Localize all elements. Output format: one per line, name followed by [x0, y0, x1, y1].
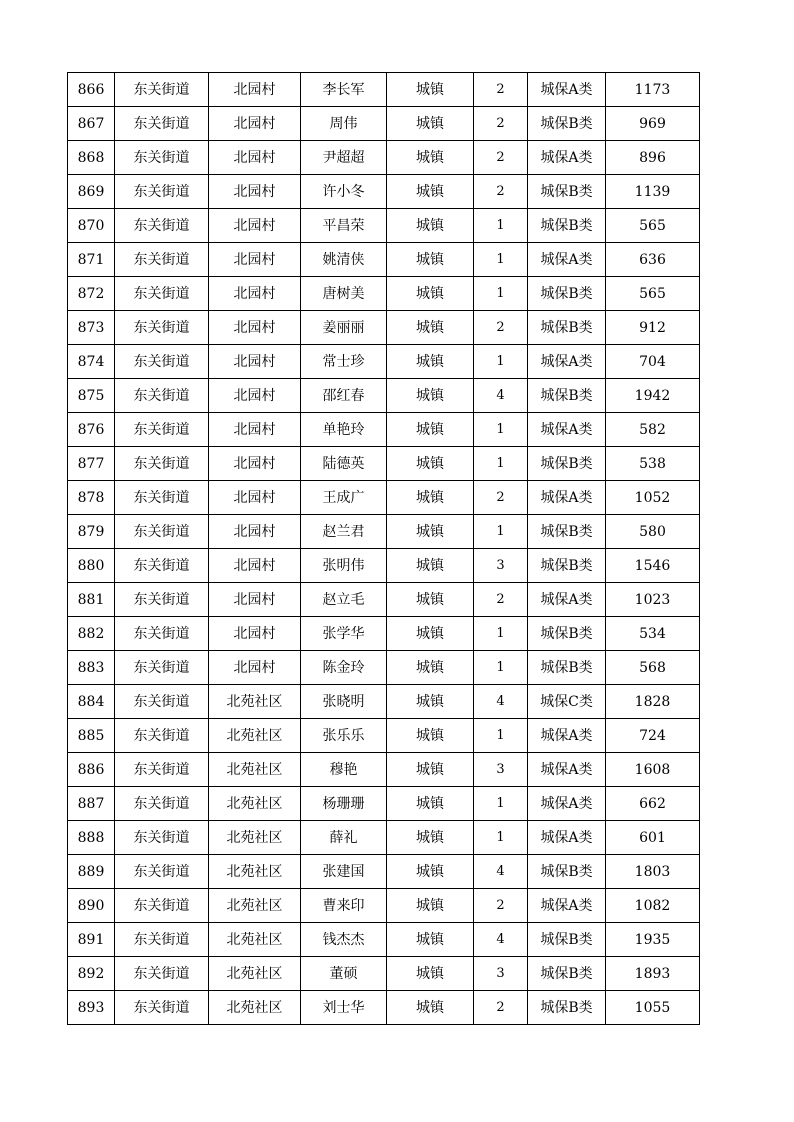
household-count: 2 — [474, 481, 528, 515]
household-count: 1 — [474, 209, 528, 243]
street-name: 东关街道 — [115, 73, 209, 107]
table-row — [68, 855, 700, 889]
row-number: 866 — [68, 73, 115, 107]
table-row — [68, 277, 700, 311]
table-row — [68, 515, 700, 549]
table-row — [68, 413, 700, 447]
row-number: 886 — [68, 753, 115, 787]
table-row — [68, 243, 700, 277]
street-name: 东关街道 — [115, 549, 209, 583]
table-row — [68, 889, 700, 923]
table-row — [68, 753, 700, 787]
row-number: 890 — [68, 889, 115, 923]
community-name: 北园村 — [209, 345, 301, 379]
area-type: 城镇 — [387, 855, 474, 889]
household-count: 2 — [474, 141, 528, 175]
table-row — [68, 787, 700, 821]
community-name: 北园村 — [209, 651, 301, 685]
area-type: 城镇 — [387, 209, 474, 243]
household-count: 3 — [474, 753, 528, 787]
row-number: 892 — [68, 957, 115, 991]
person-name: 李长军 — [301, 73, 387, 107]
row-number: 883 — [68, 651, 115, 685]
household-count: 2 — [474, 175, 528, 209]
street-name: 东关街道 — [115, 923, 209, 957]
table-row — [68, 549, 700, 583]
amount-value: 601 — [606, 821, 700, 855]
table-row — [68, 923, 700, 957]
area-type: 城镇 — [387, 515, 474, 549]
row-number: 876 — [68, 413, 115, 447]
person-name: 赵立毛 — [301, 583, 387, 617]
row-number: 882 — [68, 617, 115, 651]
row-number: 872 — [68, 277, 115, 311]
row-number: 887 — [68, 787, 115, 821]
person-name: 邵红春 — [301, 379, 387, 413]
area-type: 城镇 — [387, 753, 474, 787]
person-name: 刘士华 — [301, 991, 387, 1025]
street-name: 东关街道 — [115, 515, 209, 549]
household-count: 4 — [474, 379, 528, 413]
person-name: 姚清侠 — [301, 243, 387, 277]
insurance-category: 城保B类 — [528, 107, 606, 141]
area-type: 城镇 — [387, 549, 474, 583]
person-name: 周伟 — [301, 107, 387, 141]
amount-value: 1546 — [606, 549, 700, 583]
person-name: 张晓明 — [301, 685, 387, 719]
area-type: 城镇 — [387, 583, 474, 617]
insurance-category: 城保A类 — [528, 753, 606, 787]
amount-value: 1893 — [606, 957, 700, 991]
street-name: 东关街道 — [115, 651, 209, 685]
insurance-category: 城保B类 — [528, 209, 606, 243]
household-count: 1 — [474, 787, 528, 821]
person-name: 许小冬 — [301, 175, 387, 209]
amount-value: 636 — [606, 243, 700, 277]
household-count: 3 — [474, 549, 528, 583]
street-name: 东关街道 — [115, 311, 209, 345]
street-name: 东关街道 — [115, 583, 209, 617]
table-row — [68, 719, 700, 753]
table-row — [68, 991, 700, 1025]
street-name: 东关街道 — [115, 107, 209, 141]
row-number: 875 — [68, 379, 115, 413]
community-name: 北园村 — [209, 617, 301, 651]
table-row — [68, 311, 700, 345]
street-name: 东关街道 — [115, 957, 209, 991]
community-name: 北园村 — [209, 107, 301, 141]
area-type: 城镇 — [387, 719, 474, 753]
community-name: 北苑社区 — [209, 957, 301, 991]
area-type: 城镇 — [387, 889, 474, 923]
amount-value: 896 — [606, 141, 700, 175]
community-name: 北园村 — [209, 73, 301, 107]
person-name: 平昌荣 — [301, 209, 387, 243]
row-number: 870 — [68, 209, 115, 243]
area-type: 城镇 — [387, 923, 474, 957]
insurance-category: 城保B类 — [528, 991, 606, 1025]
amount-value: 565 — [606, 277, 700, 311]
insurance-category: 城保A类 — [528, 821, 606, 855]
insurance-category: 城保A类 — [528, 787, 606, 821]
community-name: 北园村 — [209, 175, 301, 209]
table-row — [68, 617, 700, 651]
person-name: 王成广 — [301, 481, 387, 515]
row-number: 893 — [68, 991, 115, 1025]
table-row — [68, 481, 700, 515]
street-name: 东关街道 — [115, 821, 209, 855]
insurance-category: 城保A类 — [528, 243, 606, 277]
community-name: 北苑社区 — [209, 889, 301, 923]
household-count: 2 — [474, 583, 528, 617]
table-row — [68, 447, 700, 481]
insurance-category: 城保B类 — [528, 447, 606, 481]
household-count: 1 — [474, 651, 528, 685]
community-name: 北苑社区 — [209, 991, 301, 1025]
row-number: 889 — [68, 855, 115, 889]
person-name: 曹来印 — [301, 889, 387, 923]
insurance-category: 城保B类 — [528, 549, 606, 583]
household-count: 1 — [474, 447, 528, 481]
person-name: 陈金玲 — [301, 651, 387, 685]
insurance-category: 城保A类 — [528, 889, 606, 923]
household-count: 1 — [474, 821, 528, 855]
insurance-category: 城保B类 — [528, 617, 606, 651]
table-row — [68, 583, 700, 617]
amount-value: 969 — [606, 107, 700, 141]
community-name: 北苑社区 — [209, 821, 301, 855]
amount-value: 704 — [606, 345, 700, 379]
household-count: 2 — [474, 991, 528, 1025]
household-count: 1 — [474, 277, 528, 311]
community-name: 北苑社区 — [209, 855, 301, 889]
table-row — [68, 957, 700, 991]
insurance-category: 城保A类 — [528, 481, 606, 515]
table-row — [68, 651, 700, 685]
community-name: 北园村 — [209, 583, 301, 617]
area-type: 城镇 — [387, 413, 474, 447]
person-name: 张学华 — [301, 617, 387, 651]
person-name: 张建国 — [301, 855, 387, 889]
area-type: 城镇 — [387, 141, 474, 175]
street-name: 东关街道 — [115, 345, 209, 379]
amount-value: 1173 — [606, 73, 700, 107]
community-name: 北园村 — [209, 481, 301, 515]
household-count: 2 — [474, 107, 528, 141]
household-count: 4 — [474, 685, 528, 719]
row-number: 868 — [68, 141, 115, 175]
amount-value: 1942 — [606, 379, 700, 413]
amount-value: 1082 — [606, 889, 700, 923]
row-number: 888 — [68, 821, 115, 855]
row-number: 884 — [68, 685, 115, 719]
insurance-category: 城保A类 — [528, 413, 606, 447]
amount-value: 580 — [606, 515, 700, 549]
community-name: 北园村 — [209, 311, 301, 345]
insurance-category: 城保B类 — [528, 957, 606, 991]
person-name: 常士珍 — [301, 345, 387, 379]
area-type: 城镇 — [387, 957, 474, 991]
street-name: 东关街道 — [115, 481, 209, 515]
insurance-category: 城保A类 — [528, 583, 606, 617]
insurance-category: 城保A类 — [528, 345, 606, 379]
area-type: 城镇 — [387, 277, 474, 311]
community-name: 北园村 — [209, 243, 301, 277]
community-name: 北苑社区 — [209, 719, 301, 753]
row-number: 881 — [68, 583, 115, 617]
area-type: 城镇 — [387, 481, 474, 515]
table-row — [68, 141, 700, 175]
person-name: 张明伟 — [301, 549, 387, 583]
household-count: 4 — [474, 855, 528, 889]
table-row — [68, 379, 700, 413]
community-name: 北园村 — [209, 413, 301, 447]
street-name: 东关街道 — [115, 175, 209, 209]
row-number: 871 — [68, 243, 115, 277]
insurance-category: 城保B类 — [528, 515, 606, 549]
row-number: 878 — [68, 481, 115, 515]
insurance-category: 城保B类 — [528, 379, 606, 413]
table-row — [68, 175, 700, 209]
community-name: 北园村 — [209, 209, 301, 243]
amount-value: 538 — [606, 447, 700, 481]
community-name: 北园村 — [209, 277, 301, 311]
person-name: 唐树美 — [301, 277, 387, 311]
area-type: 城镇 — [387, 107, 474, 141]
person-name: 董硕 — [301, 957, 387, 991]
amount-value: 582 — [606, 413, 700, 447]
area-type: 城镇 — [387, 73, 474, 107]
community-name: 北园村 — [209, 379, 301, 413]
amount-value: 1935 — [606, 923, 700, 957]
amount-value: 1055 — [606, 991, 700, 1025]
amount-value: 1803 — [606, 855, 700, 889]
person-name: 钱杰杰 — [301, 923, 387, 957]
amount-value: 568 — [606, 651, 700, 685]
insurance-category: 城保A类 — [528, 719, 606, 753]
area-type: 城镇 — [387, 685, 474, 719]
table-row — [68, 107, 700, 141]
area-type: 城镇 — [387, 345, 474, 379]
household-count: 1 — [474, 719, 528, 753]
street-name: 东关街道 — [115, 413, 209, 447]
person-name: 赵兰君 — [301, 515, 387, 549]
area-type: 城镇 — [387, 821, 474, 855]
area-type: 城镇 — [387, 617, 474, 651]
amount-value: 1828 — [606, 685, 700, 719]
person-name: 姜丽丽 — [301, 311, 387, 345]
street-name: 东关街道 — [115, 617, 209, 651]
person-name: 陆德英 — [301, 447, 387, 481]
community-name: 北苑社区 — [209, 685, 301, 719]
area-type: 城镇 — [387, 311, 474, 345]
amount-value: 1052 — [606, 481, 700, 515]
insurance-category: 城保A类 — [528, 141, 606, 175]
insurance-category: 城保C类 — [528, 685, 606, 719]
row-number: 891 — [68, 923, 115, 957]
street-name: 东关街道 — [115, 277, 209, 311]
community-name: 北园村 — [209, 447, 301, 481]
table-row — [68, 209, 700, 243]
community-name: 北苑社区 — [209, 923, 301, 957]
insurance-category: 城保B类 — [528, 277, 606, 311]
row-number: 873 — [68, 311, 115, 345]
street-name: 东关街道 — [115, 447, 209, 481]
street-name: 东关街道 — [115, 991, 209, 1025]
street-name: 东关街道 — [115, 889, 209, 923]
row-number: 879 — [68, 515, 115, 549]
row-number: 867 — [68, 107, 115, 141]
records-table — [67, 72, 700, 1025]
street-name: 东关街道 — [115, 141, 209, 175]
area-type: 城镇 — [387, 379, 474, 413]
person-name: 单艳玲 — [301, 413, 387, 447]
row-number: 880 — [68, 549, 115, 583]
household-count: 1 — [474, 515, 528, 549]
street-name: 东关街道 — [115, 719, 209, 753]
insurance-category: 城保B类 — [528, 651, 606, 685]
row-number: 885 — [68, 719, 115, 753]
household-count: 1 — [474, 413, 528, 447]
insurance-category: 城保B类 — [528, 311, 606, 345]
street-name: 东关街道 — [115, 243, 209, 277]
community-name: 北园村 — [209, 515, 301, 549]
row-number: 869 — [68, 175, 115, 209]
street-name: 东关街道 — [115, 787, 209, 821]
person-name: 张乐乐 — [301, 719, 387, 753]
household-count: 2 — [474, 889, 528, 923]
table-row — [68, 685, 700, 719]
insurance-category: 城保B类 — [528, 855, 606, 889]
household-count: 3 — [474, 957, 528, 991]
area-type: 城镇 — [387, 787, 474, 821]
table-body — [68, 73, 700, 1025]
table-row — [68, 821, 700, 855]
community-name: 北苑社区 — [209, 753, 301, 787]
area-type: 城镇 — [387, 447, 474, 481]
insurance-category: 城保B类 — [528, 923, 606, 957]
amount-value: 662 — [606, 787, 700, 821]
household-count: 2 — [474, 73, 528, 107]
area-type: 城镇 — [387, 175, 474, 209]
area-type: 城镇 — [387, 243, 474, 277]
household-count: 4 — [474, 923, 528, 957]
amount-value: 724 — [606, 719, 700, 753]
community-name: 北苑社区 — [209, 787, 301, 821]
street-name: 东关街道 — [115, 855, 209, 889]
table-row — [68, 73, 700, 107]
insurance-category: 城保B类 — [528, 175, 606, 209]
amount-value: 565 — [606, 209, 700, 243]
person-name: 尹超超 — [301, 141, 387, 175]
street-name: 东关街道 — [115, 209, 209, 243]
table-row — [68, 345, 700, 379]
amount-value: 1023 — [606, 583, 700, 617]
household-count: 1 — [474, 345, 528, 379]
community-name: 北园村 — [209, 141, 301, 175]
insurance-category: 城保A类 — [528, 73, 606, 107]
street-name: 东关街道 — [115, 753, 209, 787]
amount-value: 1139 — [606, 175, 700, 209]
amount-value: 1608 — [606, 753, 700, 787]
household-count: 1 — [474, 617, 528, 651]
amount-value: 534 — [606, 617, 700, 651]
street-name: 东关街道 — [115, 685, 209, 719]
area-type: 城镇 — [387, 991, 474, 1025]
person-name: 穆艳 — [301, 753, 387, 787]
person-name: 薛礼 — [301, 821, 387, 855]
row-number: 877 — [68, 447, 115, 481]
street-name: 东关街道 — [115, 379, 209, 413]
area-type: 城镇 — [387, 651, 474, 685]
person-name: 杨珊珊 — [301, 787, 387, 821]
amount-value: 912 — [606, 311, 700, 345]
household-count: 1 — [474, 243, 528, 277]
household-count: 2 — [474, 311, 528, 345]
community-name: 北园村 — [209, 549, 301, 583]
row-number: 874 — [68, 345, 115, 379]
